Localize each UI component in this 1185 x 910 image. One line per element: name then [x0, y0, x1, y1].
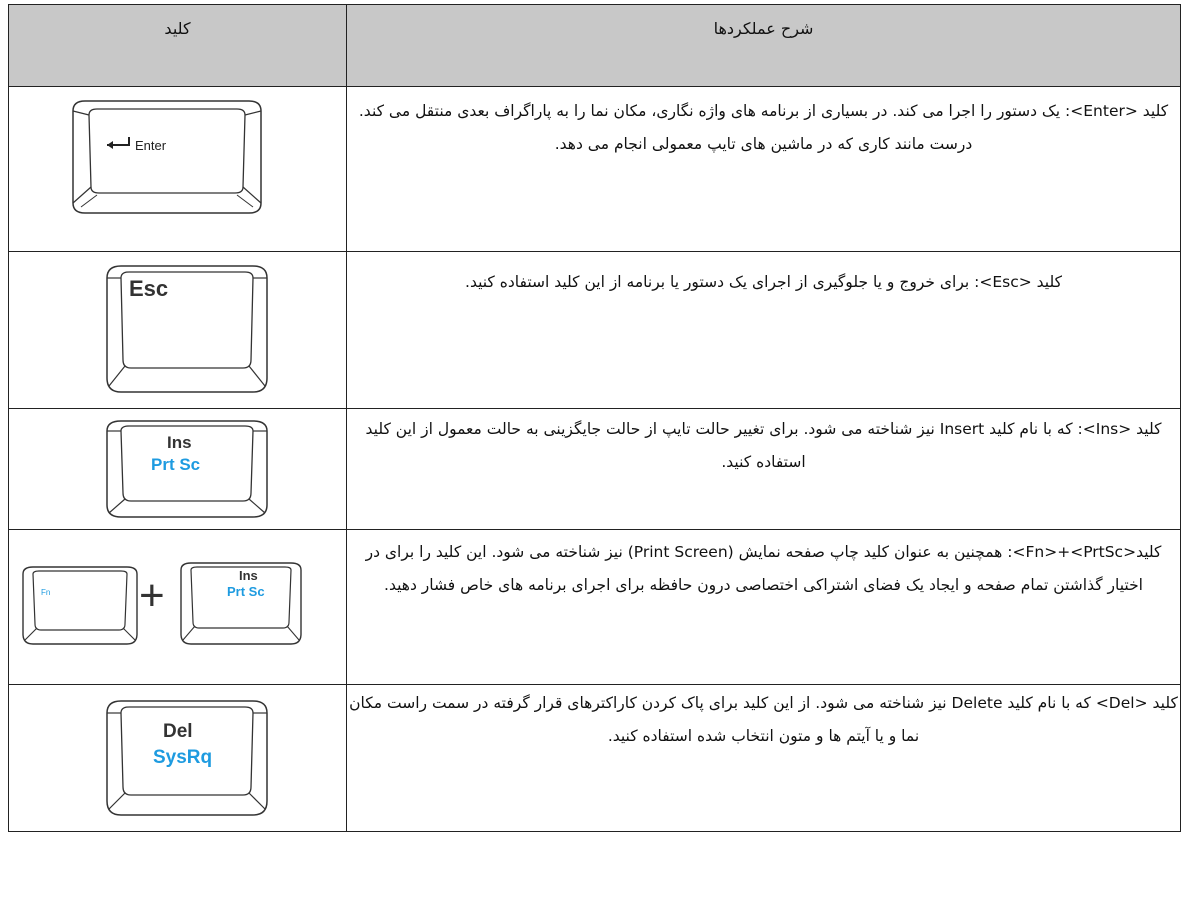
- page-bottom-edge: [0, 904, 1185, 910]
- key-image-cell: [9, 685, 347, 832]
- esc-key-label: Esc: [129, 276, 169, 301]
- prtsc-key-label: Prt Sc: [151, 455, 201, 474]
- ins-key-label: Ins: [167, 433, 192, 452]
- description-text: کلید <Ins>: که با نام کلید Insert نیز شناخته می شود. برای تغییر حالت تایپ از حالت جایگزینی به حالت معمول از این کلید استفاده کنید.: [365, 420, 1162, 471]
- description-text: کلید <Enter>: یک دستور را اجرا می کند. در بسیاری از برنامه های واژه نگاری، مکان نما را به پاراگراف بعدی منتقل می کند. درست مانند کاری که در ماشین های تایپ معمولی انجام می دهد.: [358, 102, 1169, 153]
- description-cell: [347, 685, 1181, 832]
- table-row: [9, 87, 1181, 252]
- table-row: [9, 530, 1181, 685]
- table-row: [9, 252, 1181, 409]
- table-header-row: [9, 5, 1181, 87]
- keyboard-keys-table: [8, 4, 1181, 832]
- description-text: کلید <Del> که با نام کلید Delete نیز شناخته می شود. از این کلید برای پاک کردن کاراکترهای قرار گرفته در سمت راست مکان نما و یا آیتم ها و متون انتخاب شده استفاده کنید.: [349, 694, 1178, 745]
- description-cell: [347, 409, 1181, 530]
- key-image-cell: [9, 252, 347, 409]
- prtsc-small-key-label: Prt Sc: [227, 584, 265, 599]
- table-row: [9, 685, 1181, 832]
- ins-small-key-label: Ins: [239, 568, 258, 583]
- key-image-cell: [9, 409, 347, 530]
- plus-sign: +: [139, 571, 165, 620]
- description-cell: [347, 252, 1181, 409]
- fn-key-icon: [19, 564, 141, 648]
- enter-key-label: Enter: [135, 138, 167, 153]
- header-description: شرح عملکردها: [347, 5, 1181, 87]
- del-key-label: Del: [163, 721, 193, 742]
- description-cell: [347, 530, 1181, 685]
- key-image-cell: [9, 87, 347, 252]
- fn-key-label: Fn: [41, 588, 51, 597]
- enter-key-icon: [67, 97, 267, 217]
- key-image-cell: [9, 530, 347, 685]
- esc-key-icon: [101, 262, 273, 396]
- description-cell: [347, 87, 1181, 252]
- description-text: کلید <Esc>: برای خروج و یا جلوگیری از اجرای یک دستور یا برنامه از این کلید استفاده کنید.: [465, 273, 1062, 291]
- header-key: کلید: [9, 5, 347, 87]
- description-text: کلید<Fn>+<PrtSc>: همچنین به عنوان کلید چاپ صفحه نمایش (Print Screen) نیز شناخته می شود. این کلید را برای در اختیار گذاشتن تمام صفحه و ایجاد یک فضای اشتراکی اختصاصی درون حافظه برای اجرای برنامه های خاص فشار دهید.: [365, 543, 1162, 594]
- table-row: [9, 409, 1181, 530]
- sysrq-key-label: SysRq: [153, 747, 213, 768]
